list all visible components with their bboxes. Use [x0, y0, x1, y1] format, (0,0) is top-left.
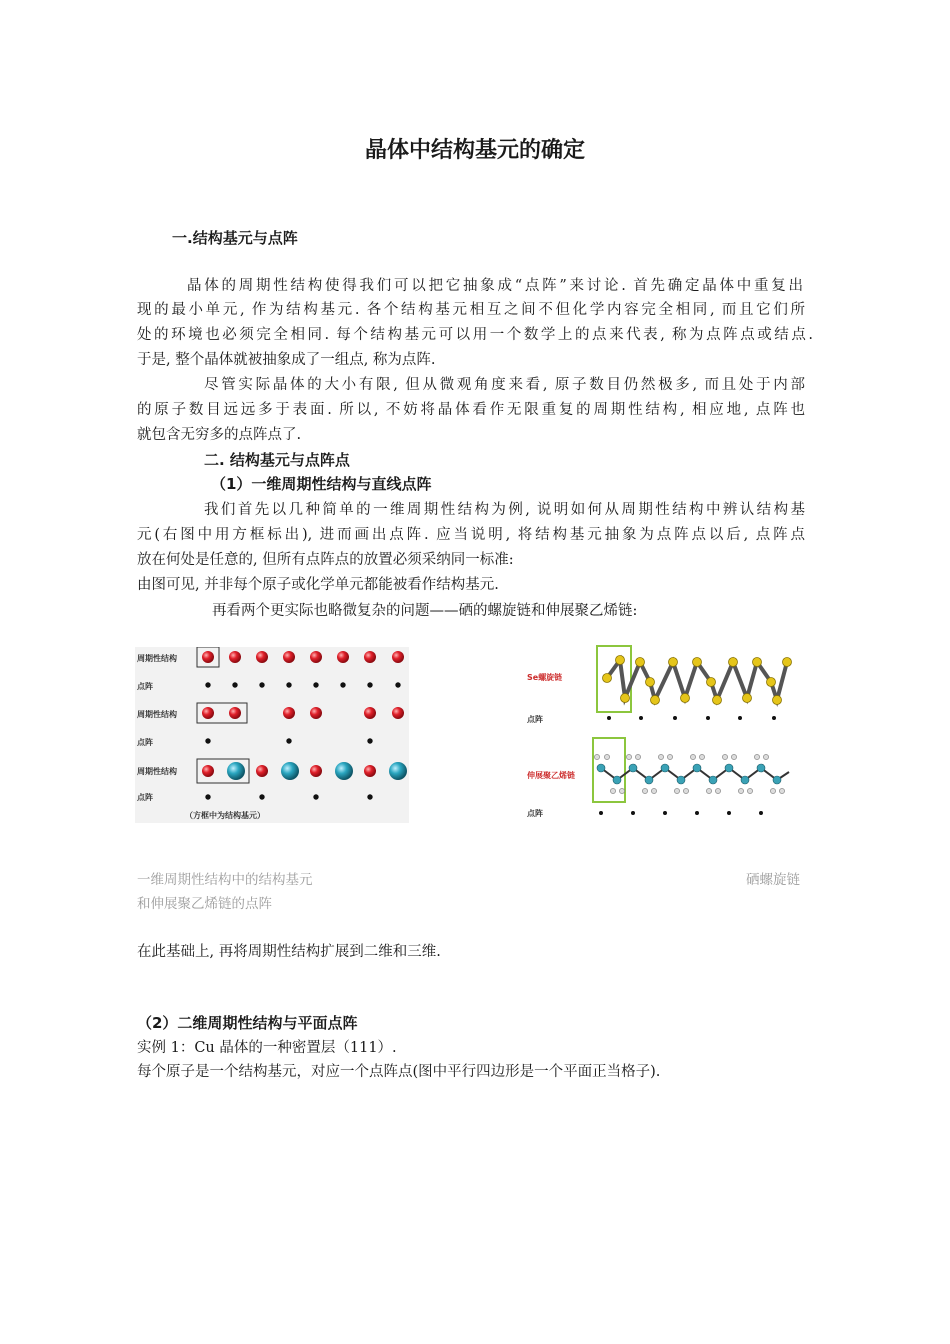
row-label: 点阵 [137, 682, 153, 691]
section1-heading: 一.结构基元与点阵 [172, 229, 298, 247]
se-chain-label: Se螺旋链 [527, 673, 563, 682]
para3-line: 放在何处是任意的, 但所有点阵点的放置必须采纳同一标准: [137, 552, 514, 568]
figure-footnote: （方框中为结构基元） [185, 811, 265, 820]
polyethylene-chain [594, 754, 789, 793]
caption-left-line2: 和伸展聚乙烯链的点阵 [137, 896, 272, 912]
para2-line: 尽管实际晶体的大小有限, 但从微观角度来看, 原子数目仍然极多, 而且处于内部 [204, 377, 805, 393]
para1-line: 晶体的周期性结构使得我们可以把它抽象成“点阵”来讨论. 首先确定晶体中重复出 [187, 278, 803, 294]
extend-paragraph: 在此基础上, 再将周期性结构扩展到二维和三维. [137, 944, 441, 960]
para3-line: 我们首先以几种简单的一维周期性结构为例, 说明如何从周期性结构中辨认结构基 [204, 502, 805, 518]
caption-left-line1: 一维周期性结构中的结构基元 [137, 872, 313, 888]
para2-line: 的原子数目远远多于表面. 所以, 不妨将晶体看作无限重复的周期性结构, 相应地, 点阵也 [137, 402, 805, 418]
description-line: 每个原子是一个结构基元，对应一个点阵点(图中平行四边形是一个平面正当格子). [137, 1064, 661, 1080]
polyethylene-label: 伸展聚乙烯链 [527, 771, 575, 780]
para3-line: 由图可见, 并非每个原子或化学单元都能被看作结构基元. [137, 577, 499, 593]
row-label: 点阵 [137, 793, 153, 802]
lattice-label: 点阵 [527, 809, 543, 818]
row-label: 周期性结构 [137, 767, 177, 776]
para3-line: 元(右图中用方框标出), 进而画出点阵. 应当说明, 将结构基元抽象为点阵点以后, 点阵点 [137, 527, 805, 543]
se-lattice [607, 716, 776, 720]
polyethylene-lattice [599, 811, 763, 815]
para1-line: 于是, 整个晶体就被抽象成了一组点, 称为点阵. [137, 352, 436, 368]
section2-heading: 二. 结构基元与点阵点 [204, 451, 350, 469]
lattice-label: 点阵 [527, 715, 543, 724]
row-label: 点阵 [137, 738, 153, 747]
subsection-1d: （1）一维周期性结构与直线点阵 [211, 475, 432, 493]
page-title: 晶体中结构基元的确定 [364, 138, 585, 163]
caption-right: 硒螺旋链 [746, 872, 800, 888]
figure-1d-structures [135, 647, 409, 823]
para1-line: 现的最小单元, 作为结构基元. 各个结构基元相互之间不但化学内容完全相同, 而且它们所 [137, 302, 805, 318]
example-line: 实例 1：Cu 晶体的一种密置层（111）. [137, 1040, 397, 1056]
para3-line: 再看两个更实际也略微复杂的问题——硒的螺旋链和伸展聚乙烯链: [212, 603, 638, 619]
figure-se-polyethylene [525, 640, 793, 822]
row-label: 周期性结构 [137, 710, 177, 719]
section3-heading: （2）二维周期性结构与平面点阵 [137, 1014, 358, 1032]
para2-line: 就包含无穷多的点阵点了. [137, 427, 302, 443]
row-label: 周期性结构 [137, 654, 177, 663]
para1-line: 处的环境也必须完全相同. 每个结构基元可以用一个数学上的点来代表, 称为点阵点或结点. [137, 327, 813, 343]
